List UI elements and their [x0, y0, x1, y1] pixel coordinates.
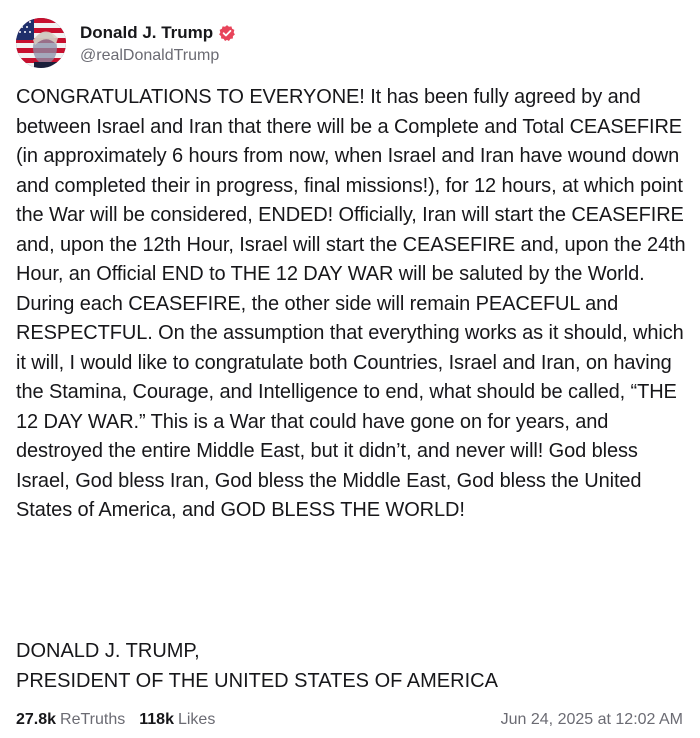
- author-names: [80, 21, 236, 65]
- verified-badge-icon: [218, 24, 236, 42]
- post-header: [16, 18, 236, 68]
- signature-title: PRESIDENT OF THE UNITED STATES OF AMERICA: [16, 670, 498, 692]
- signature-name: DONALD J. TRUMP,: [16, 640, 200, 662]
- post-timestamp[interactable]: Jun 24, 2025 at 12:02 AM: [500, 711, 683, 728]
- avatar-flag-portrait-icon: [16, 18, 66, 68]
- post-signature: [16, 636, 498, 696]
- retruths-count: 27.8k: [16, 711, 57, 728]
- display-name[interactable]: Donald J. Trump: [80, 23, 214, 42]
- likes-label: Likes: [177, 711, 216, 728]
- display-name-row: [80, 21, 236, 45]
- retruths-stat[interactable]: [16, 711, 125, 729]
- likes-stat[interactable]: [139, 711, 215, 729]
- post-footer: [16, 708, 683, 732]
- retruths-label: ReTruths: [60, 711, 126, 728]
- avatar[interactable]: [16, 18, 66, 68]
- likes-count: 118k: [139, 711, 174, 728]
- author-handle[interactable]: @realDonaldTrump: [80, 47, 220, 64]
- post-body: CONGRATULATIONS TO EVERYONE! It has been fully agreed by and between Israel and Iran that there will be a Complete and Total CEASEFIRE (in approximately 6 hours from now, when Israel and Iran have wound down and completed their in progress, final missions!), for 12 hours, at which point the War will be considered, ENDED! Officially, Iran will start the CEASEFIRE and, upon the 12th Hour, Israel will start the CEASEFIRE and, upon the 24th Hour, an Official END to THE 12 DAY WAR will be saluted by the World. During each CEASEFIRE, the other side will remain PEACEFUL and RESPECTFUL. On the assumption that everything works as it should, which it will, I would like to congratulate both Countries, Israel and Iran, on having the Stamina, Courage, and Intelligence to end, what should be called, “THE 12 DAY WAR.” This is a War that could have gone on for years, and destroyed the entire Middle East, but it didn’t, and never will! God bless Israel, God bless Iran, God bless the Middle East, God bless the United States of America, and GOD BLESS THE WORLD!: [16, 86, 686, 521]
